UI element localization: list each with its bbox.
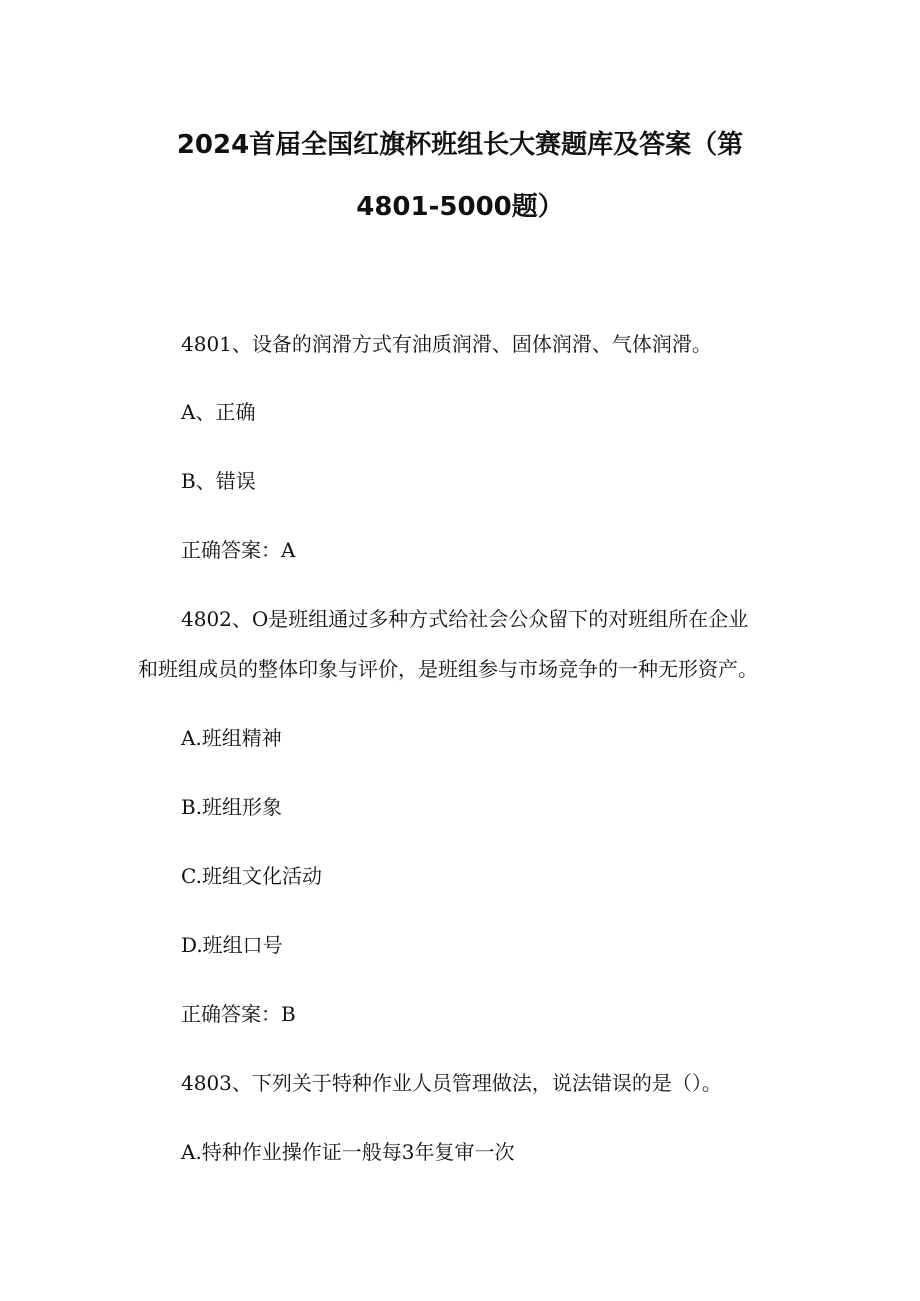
question-4801-option-a: A、正确 <box>181 400 256 424</box>
question-4802-stem-line-2: 和班组成员的整体印象与评价，是班组参与市场竞争的一种无形资产。 <box>138 657 758 681</box>
question-4803-option-a: A.特种作业操作证一般每3年复审一次 <box>181 1140 515 1164</box>
document-title-line-2: 4801-5000题） <box>356 192 564 222</box>
question-4802-option-a: A.班组精神 <box>181 726 282 750</box>
question-4801-stem: 4801、设备的润滑方式有油质润滑、固体润滑、气体润滑。 <box>181 332 712 356</box>
question-4802-option-c: C.班组文化活动 <box>181 864 322 888</box>
question-4802-stem-line-1: 4802、O是班组通过多种方式给社会公众留下的对班组所在企业 <box>181 607 749 631</box>
question-4801-option-b: B、错误 <box>181 469 256 493</box>
question-4802-option-b: B.班组形象 <box>181 795 283 819</box>
question-4802-answer: 正确答案：B <box>181 1002 296 1026</box>
question-4802-option-d: D.班组口号 <box>181 933 283 957</box>
question-4801-answer: 正确答案：A <box>181 538 296 562</box>
question-4803-stem: 4803、下列关于特种作业人员管理做法，说法错误的是（）。 <box>181 1071 722 1095</box>
document-title-line-1: 2024首届全国红旗杯班组长大赛题库及答案（第 <box>176 130 744 160</box>
